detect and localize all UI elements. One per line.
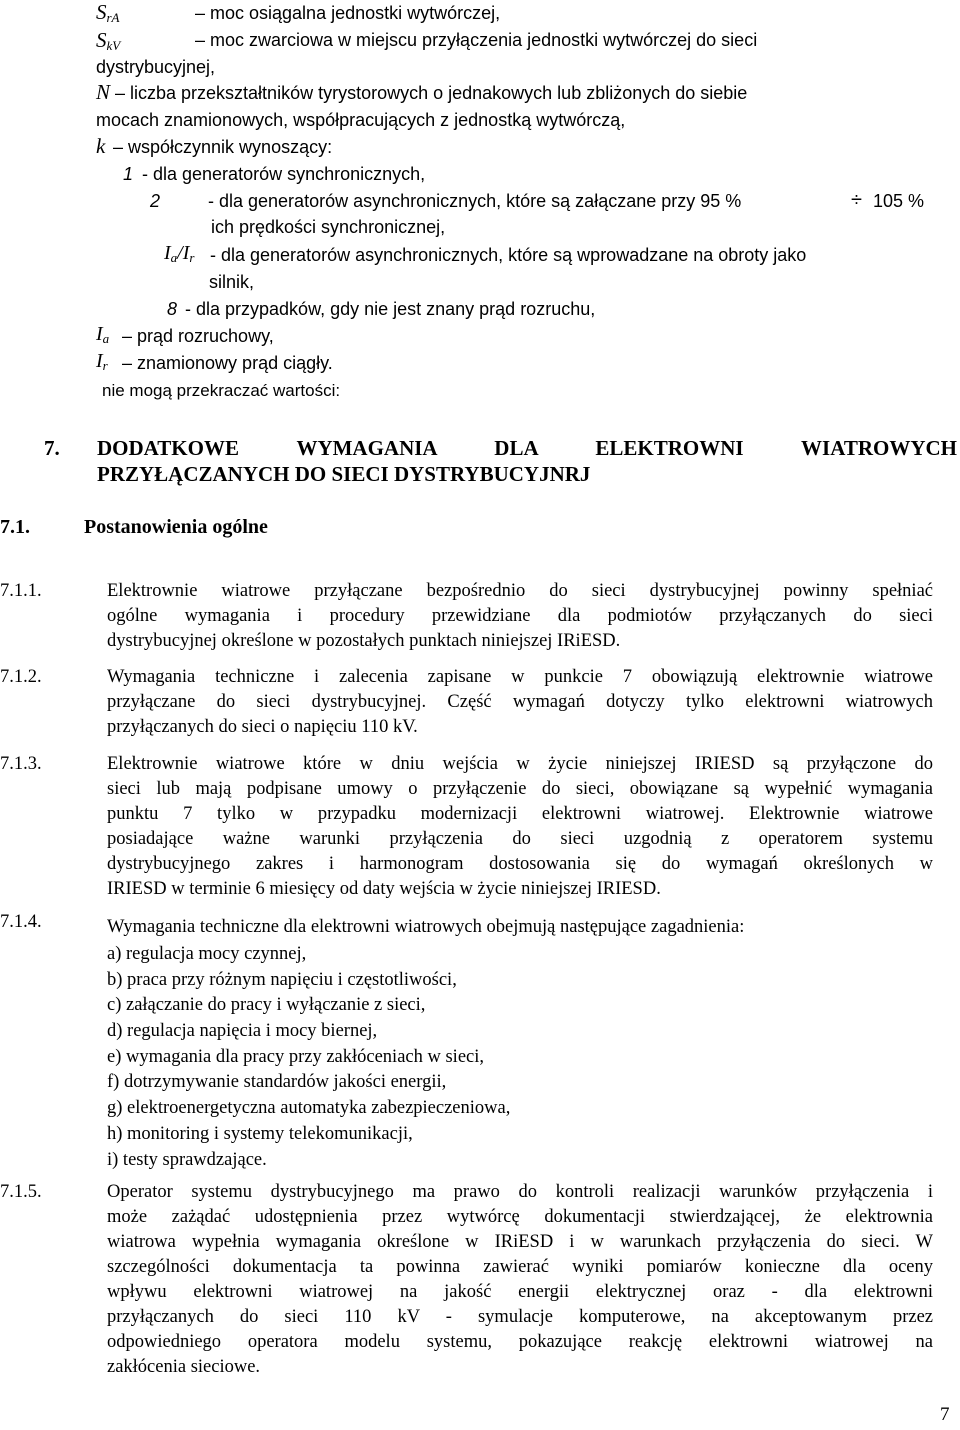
def-s-ra bbox=[96, 0, 120, 26]
def-ia-ir bbox=[164, 242, 194, 266]
def-k8-num: 8 bbox=[167, 299, 178, 319]
def-k1-num: 1 bbox=[123, 164, 134, 184]
para-line: sieci lub mają podpisane umowy o przyłączenie do sieci, obowiązane są wypełnić wymagania bbox=[107, 779, 933, 799]
para-7-1-5-number: 7.1.5. bbox=[0, 1182, 42, 1202]
list-item: c) załączanie do pracy i wyłączanie z sieci, bbox=[107, 995, 426, 1016]
def-ir bbox=[96, 350, 108, 374]
def-k1-text: - dla generatorów synchronicznych, bbox=[142, 164, 426, 184]
requirements-list bbox=[107, 942, 510, 1173]
para-line: zakłócenia sieciowe. bbox=[107, 1357, 261, 1377]
list-item: h) monitoring i systemy telekomunikacji, bbox=[107, 1123, 413, 1144]
section-7-number: 7. bbox=[44, 436, 60, 460]
para-line: punktu 7 tylko w przypadku modernizacji elektrowni wiatrowej. Elektrownie wiatrowe bbox=[107, 804, 933, 824]
para-7-1-4-number: 7.1.4. bbox=[0, 912, 42, 932]
para-line: przyłączanych do sieci o napięciu 110 kV. bbox=[107, 717, 418, 737]
para-7-1-5 bbox=[107, 1180, 933, 1380]
subscript-a: a bbox=[170, 250, 178, 265]
para-line: wpływu elektrowni wiatrowej na jakość energii elektrycznej oraz - dla elektrowni bbox=[107, 1282, 933, 1302]
para-line: przyłączanych do sieci 110 kV - symulacje komputerowe, na akceptowanym przez bbox=[107, 1307, 933, 1327]
def-ir-text: – znamionowy prąd ciągły. bbox=[122, 353, 333, 373]
def-k bbox=[96, 134, 105, 159]
para-line: Wymagania techniczne i zalecenia zapisane w punkcie 7 obowiązują elektrownie wiatrowe bbox=[107, 667, 933, 687]
para-line: dystrybucyjnego zakres i harmonogram dostosowania się do wymagań określonych w bbox=[107, 854, 933, 874]
para-7-1-2-number: 7.1.2. bbox=[0, 667, 42, 687]
subscript-r: r bbox=[102, 358, 108, 373]
para-7-1-3 bbox=[107, 752, 933, 902]
def-s-kv-text: – moc zwarciowa w miejscu przyłączenia jednostki wytwórczej do sieci bbox=[195, 30, 758, 50]
list-item: e) wymagania dla pracy przy zakłóceniach w sieci, bbox=[107, 1046, 485, 1067]
def-n bbox=[96, 80, 110, 105]
def-n-text: – liczba przekształtników tyrystorowych o jednakowych lub zbliżonych do siebie bbox=[115, 83, 748, 103]
list-item: a) regulacja mocy czynnej, bbox=[107, 944, 307, 964]
para-7-1-4-intro: Wymagania techniczne dla elektrowni wiatrowych obejmują następujące zagadnienia: bbox=[107, 917, 745, 937]
para-line: posiadające ważne warunki przyłączenia do sieci uzgodnią z operatorem systemu bbox=[107, 829, 933, 849]
symbol-n: N bbox=[96, 80, 111, 104]
divide-icon: ÷ bbox=[851, 189, 862, 211]
para-line: Elektrownie wiatrowe przyłączane bezpośrednio do sieci dystrybucyjnej powinny spełniać bbox=[107, 581, 933, 601]
para-7-1-1 bbox=[107, 579, 933, 654]
def-ia-text: – prąd rozruchowy, bbox=[122, 326, 274, 346]
def-k2-cont: ich prędkości synchronicznej, bbox=[211, 217, 446, 237]
para-line: przyłączane do sieci dystrybucyjnej. Część wymagań dotyczy tylko elektrowni wiatrowych bbox=[107, 692, 933, 712]
def-k-text: – współczynnik wynoszący: bbox=[113, 137, 333, 157]
para-7-1-1-number: 7.1.1. bbox=[0, 581, 42, 601]
def-ia bbox=[96, 323, 109, 347]
symbol-slash-i: /I bbox=[177, 242, 190, 264]
para-line: IRIESD w terminie 6 miesięcy od daty wejścia w życie niniejszej IRIESD. bbox=[107, 879, 661, 899]
def-closing: nie mogą przekraczać wartości: bbox=[102, 381, 341, 400]
para-line: odpowiedniego operatora modelu systemu, pokazujące reakcję elektrowni wiatrowej na bbox=[107, 1332, 933, 1352]
para-7-1-2 bbox=[107, 665, 933, 740]
symbol-i: I bbox=[96, 350, 103, 372]
para-line: dystrybucyjnej określone w pozostałych punktach niniejszej IRiESD. bbox=[107, 631, 621, 651]
list-item: d) regulacja napięcia i mocy biernej, bbox=[107, 1021, 378, 1042]
list-item: f) dotrzymywanie standardów jakości energii, bbox=[107, 1072, 447, 1093]
section-7-1-number: 7.1. bbox=[0, 516, 30, 538]
def-k8-text: - dla przypadków, gdy nie jest znany prąd rozruchu, bbox=[185, 299, 596, 319]
subscript-ra: rA bbox=[106, 10, 120, 25]
def-s-kv-cont: dystrybucyjnej, bbox=[96, 57, 216, 77]
def-k2-num: 2 bbox=[150, 191, 161, 211]
def-s-ra-text: – moc osiągalna jednostki wytwórczej, bbox=[195, 3, 501, 23]
def-n-cont: mocach znamionowych, współpracujących z jednostką wytwórczą, bbox=[96, 110, 626, 130]
list-item: i) testy sprawdzające. bbox=[107, 1149, 267, 1170]
symbol-s: S bbox=[96, 28, 107, 52]
def-s-kv bbox=[96, 28, 120, 54]
section-7-title-line2: PRZYŁĄCZANYCH DO SIECI DYSTRYBUCYJNRJ bbox=[97, 462, 591, 486]
symbol-s: S bbox=[96, 0, 107, 24]
para-line: Elektrownie wiatrowe które w dniu wejścia w życie niniejszej IRIESD są przyłączone do bbox=[107, 754, 933, 774]
list-item: g) elektroenergetyczna automatyka zabezpieczeniowa, bbox=[107, 1098, 511, 1119]
subscript-a: a bbox=[102, 331, 110, 346]
def-ia-ir-text: - dla generatorów asynchronicznych, które są wprowadzane na obroty jako bbox=[210, 245, 807, 265]
subscript-kv: kV bbox=[106, 38, 121, 53]
list-item: b) praca przy różnym napięciu i częstotliwości, bbox=[107, 969, 457, 990]
symbol-k: k bbox=[96, 134, 106, 158]
symbol-i: I bbox=[96, 323, 103, 345]
para-line: może zażądać udostępnienia przez wytwórcę dokumentacji stwierdzającej, że elektrownia bbox=[107, 1207, 933, 1227]
def-k2-end: 105 % bbox=[873, 191, 925, 211]
para-7-1-3-number: 7.1.3. bbox=[0, 754, 42, 774]
para-line: wiatrowa wypełnia wymagania określone w IRiESD i w warunkach przyłączenia do sieci. W bbox=[107, 1232, 933, 1252]
section-7-title-line1: DODATKOWE WYMAGANIA DLA ELEKTROWNI WIATROWYCH bbox=[97, 436, 957, 460]
symbol-i: I bbox=[164, 242, 171, 264]
para-line: ogólne wymagania i procedury przewidziane dla podmiotów przyłączanych do sieci bbox=[107, 606, 933, 626]
def-ia-ir-cont: silnik, bbox=[209, 272, 255, 292]
subscript-r: r bbox=[189, 250, 195, 265]
para-line: szczególności dokumentacja ta powinna zawierać wyniki pomiarów konieczne dla oceny bbox=[107, 1257, 933, 1277]
section-7-1-title: Postanowienia ogólne bbox=[84, 516, 268, 538]
def-k2-text: - dla generatorów asynchronicznych, które są załączane przy 95 % bbox=[208, 191, 742, 211]
para-line: Operator systemu dystrybucyjnego ma prawo do kontroli realizacji warunków przyłączenia i bbox=[107, 1182, 933, 1202]
page-number: 7 bbox=[940, 1404, 950, 1425]
